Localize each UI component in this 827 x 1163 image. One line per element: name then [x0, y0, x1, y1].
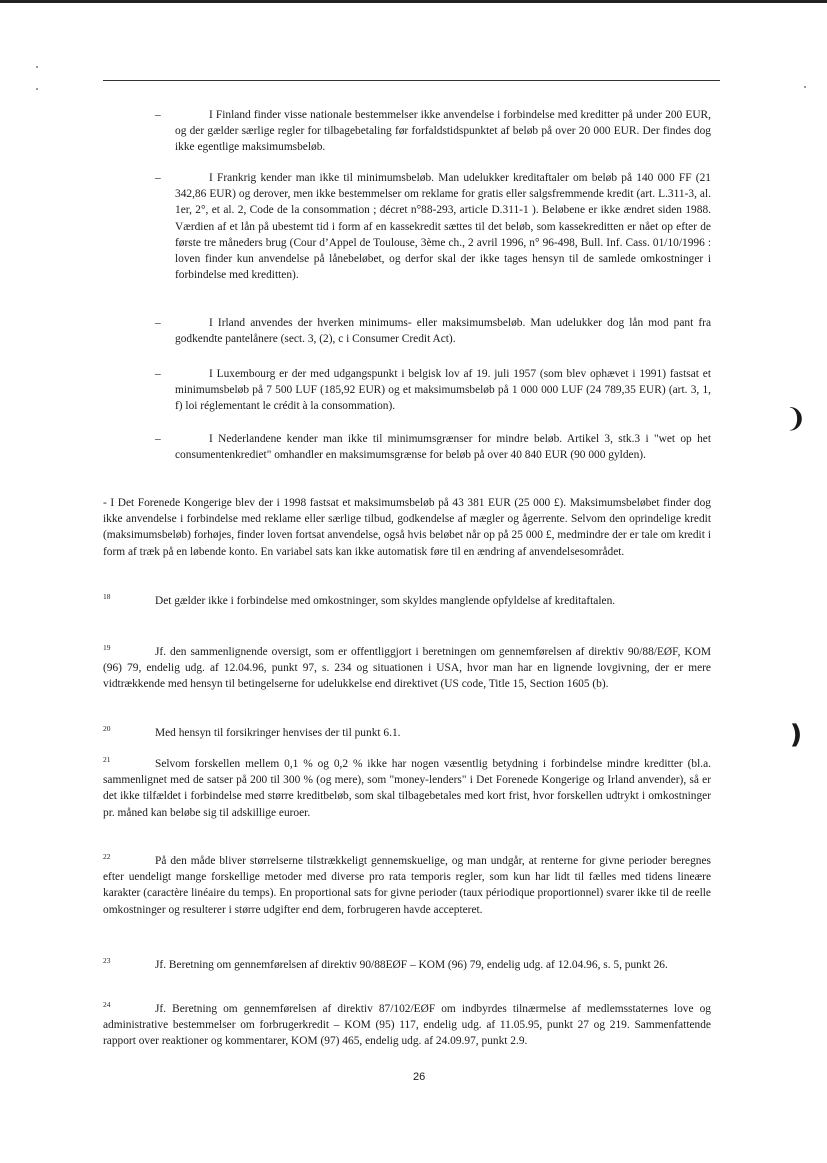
page-number: 26	[413, 1071, 426, 1083]
list-item-luxembourg	[103, 366, 711, 415]
footnote-text: Med hensyn til forsikringer henvises der til punkt 6.1.	[155, 727, 401, 739]
footnote-separator-rule	[103, 80, 720, 81]
footnote-text: Det gælder ikke i forbindelse med omkostninger, som skyldes manglende opfyldelse af kreditaftalen.	[155, 595, 616, 607]
footnote-18	[103, 593, 711, 609]
footnote-number: 24	[103, 1000, 111, 1009]
footnote-number: 18	[103, 592, 111, 601]
footnote-text: Selvom forskellen mellem 0,1 % og 0,2 % ikke har nogen væsentlig betydning i forbindelse mindre kreditter (bl.a. sammenlignet med de satser på 200 til 300 % (og mere), som "money-lenders" i Det Forenede Kongerige og Irland anvender), så er det ikke tilfældet i forbindelse med større kreditbeløb, som skal tilbagebetales med kort frist, hvor forskellen udtrykt i omkostninger pr. måned kan beløbe sig til adskillige euroer.	[103, 758, 711, 819]
list-item-text: I Frankrig kender man ikke til minimumsbeløb. Man udelukker kreditaftaler om beløb på 140 000 FF (21 342,86 EUR) og derover, men ikke bestemmelser om reklame for gratis eller salgsfremmende kredit (art. L.311-3, al. 1er, 2°, et al. 2, Code de la consommation ; décret n°88-293, article D.311-1 ). Beløbene er ikke ændret siden 1988. Værdien af et lån på ubestemt tid i form af en kassekredit sættes til det beløb, som kassekreditten er nået op efter de første tre måneders brug (Cour d’Appel de Toulouse, 3ème ch., 2 avril 1996, n° 96-498, Bull. Inf. Cass. 01/10/1996 : loven finder kun anvendelse på lånebeløbet, og derfor skal der ikke tages hensyn til de samlede omkostninger i forbindelse med kreditten).	[175, 172, 711, 282]
footnote-23	[103, 957, 711, 973]
binder-hole-mark: ❩	[785, 404, 807, 434]
page-top-edge	[0, 0, 827, 3]
footnote-number: 23	[103, 956, 111, 965]
list-dash: –	[155, 317, 161, 329]
footnote-number: 21	[103, 755, 111, 764]
list-dash: –	[155, 433, 161, 445]
list-dash: –	[155, 109, 161, 121]
list-item-netherlands	[103, 431, 711, 463]
footnote-text: Jf. Beretning om gennemførelsen af direktiv 87/102/EØF om indbyrdes tilnærmelse af medlemsstaternes love og administrative bestemmelser om forbrugerkredit – KOM (95) 117, endelig udg. af 11.05.95, punkt 27 og 219. Sammenfattende rapport over reaktioner og kommentarer, KOM (97) 465, endelig udg. af 24.09.97, punkt 2.9.	[103, 1003, 711, 1048]
list-item-text: I Finland finder visse nationale bestemmelser ikke anvendelse i forbindelse med kreditter på under 200 EUR, og der gælder særlige regler for tilbagebetaling før forfaldstidspunktet af beløb på over 20 000 EUR. Der findes dog ikke egentlige maksimumsbeløb.	[175, 109, 711, 154]
uk-paragraph: - I Det Forenede Kongerige blev der i 1998 fastsat et maksimumsbeløb på 43 381 EUR (25 000 £). Maksimumsbeløbet finder dog ikke anvendelse i forbindelse med reklame eller særlige tilbud, godkendelse af mægler og ågerrente. Selvom den oprindelige kredit (maksimumsbeløb) forhøjes, finder loven fortsat anvendelse, også hvis beløbet når op på 25 000 £, medmindre der er tale om kredit i form af træk på en løbende konto. En variabel sats kan ikke automatisk føre til en ændring af anvendelsesområdet.	[103, 497, 711, 558]
footnote-19	[103, 644, 711, 693]
scan-speck	[36, 88, 38, 90]
list-dash: –	[155, 172, 161, 184]
footnote-number: 20	[103, 724, 111, 733]
footnote-24	[103, 1001, 711, 1050]
list-item-ireland	[103, 315, 711, 347]
footnote-21	[103, 756, 711, 821]
list-item-text: I Luxembourg er der med udgangspunkt i belgisk lov af 19. juli 1957 (som blev ophævet i 1991) fastsat et minimumsbeløb på 7 500 LUF (185,92 EUR) og et maksimumsbeløb på 1 000 000 LUF (24 789,35 EUR) (art. 3, 1, f) loi réglementant le crédit à la consommation).	[175, 368, 711, 413]
footnote-text: På den måde bliver størrelserne tilstrækkeligt gennemskuelige, og man undgår, at renterne for givne perioder beregnes efter uendeligt mange forskellige metoder med diverse pro rata temporis regler, som kun har lidt til fælles med tidens lineære karakter (caractère linéaire du temps). En proportional sats for givne perioder (taux périodique proportionnel) svarer ikke til de reelle omkostninger og resulterer i større udgifter end dem, forbrugeren havde accepteret.	[103, 855, 711, 916]
scan-speck	[36, 66, 38, 68]
footnote-20	[103, 725, 711, 741]
footnote-text: Jf. den sammenlignende oversigt, som er offentliggjort i beretningen om gennemførelsen af direktiv 90/88/EØF, KOM (96) 79, endelig udg. af 12.04.96, punkt 97, s. 234 og situationen i USA, hvor man har en lignende lovgivning, der er mere vidtrækkende med hensyn til betingelserne for udelukkelse end direktivet (US code, Title 15, Section 1605 (b).	[103, 646, 711, 691]
footnote-number: 22	[103, 852, 111, 861]
list-item-finland	[103, 107, 711, 156]
list-dash: –	[155, 368, 161, 380]
list-item-text: I Nederlandene kender man ikke til minimumsgrænser for mindre beløb. Artikel 3, stk.3 i "wet op het consumentenkrediet" omhandler en maksimumsgrænse for beløb på over 40 840 EUR (90 000 gylden).	[175, 433, 711, 462]
list-item-text: I Irland anvendes der hverken minimums- eller maksimumsbeløb. Man udelukker dog lån mod pant fra godkendte pantelånere (sect. 3, (2), c i Consumer Credit Act).	[175, 317, 711, 346]
binder-hole-mark: ❫	[785, 720, 807, 750]
footnote-text: Jf. Beretning om gennemførelsen af direktiv 90/88EØF – KOM (96) 79, endelig udg. af 12.04.96, s. 5, punkt 26.	[155, 959, 668, 971]
list-item-france	[103, 170, 711, 283]
scan-speck	[804, 86, 806, 88]
footnote-22	[103, 853, 711, 918]
footnote-number: 19	[103, 643, 111, 652]
